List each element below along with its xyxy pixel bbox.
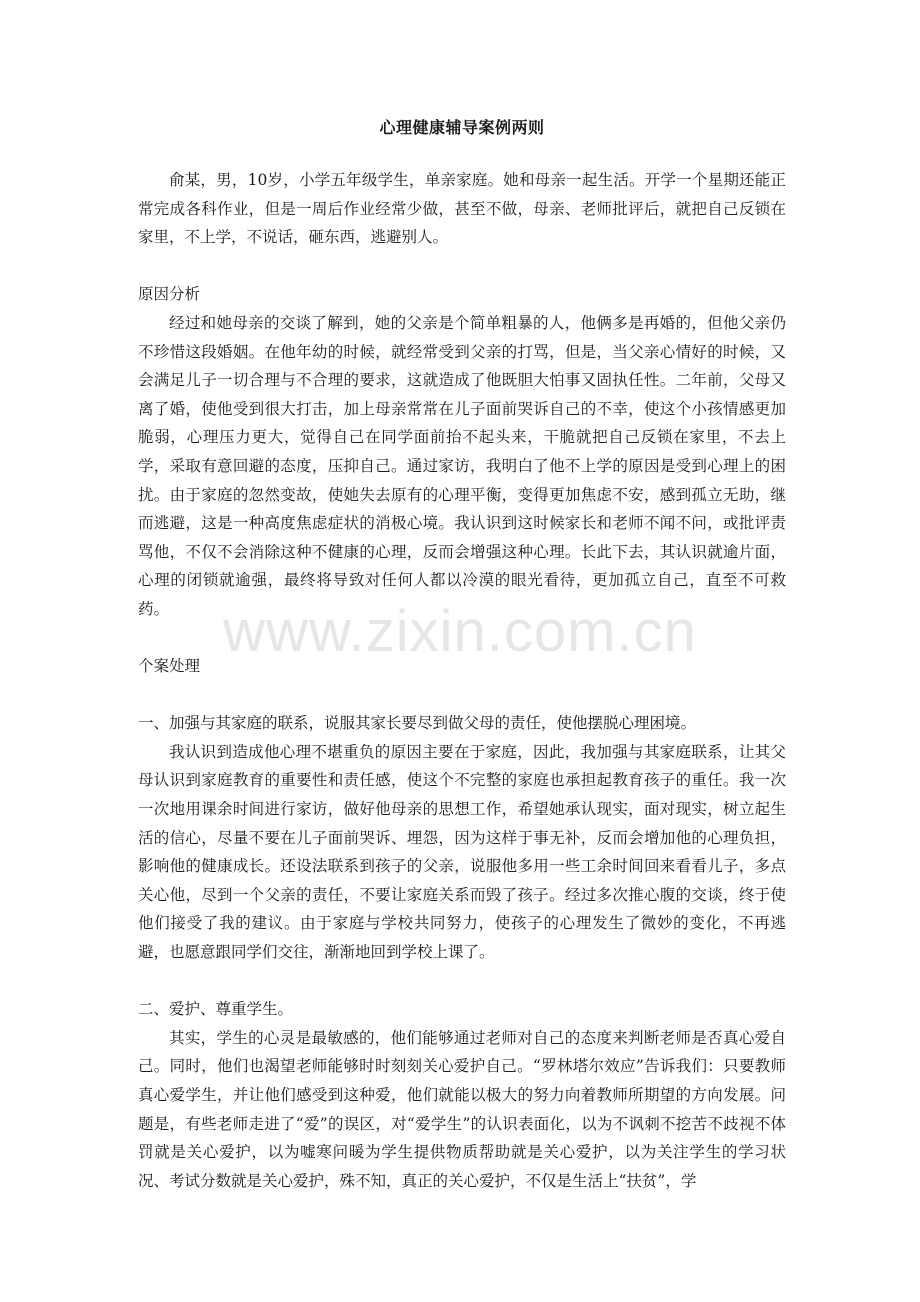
section2-paragraph: 其实，学生的心灵是最敏感的，他们能够通过老师对自己的态度来判断老师是否真心爱自己。同时，他们也渴望老师能够时时刻刻关心爱护自己。“罗林塔尔效应”告诉我们：只要教师真心爱学生，并让他们感受到这种爱，他们就能以极大的努力向着教师所期望的方向发展。问题是，有些老师走进了“爱”的误区，对“爱学生”的认识表面化，以为不讽刺不挖苦不歧视不体罚就是关心爱护，以为嘘寒问暖为学生提供物质帮助就是关心爱护，以为关注学生的学习状况、考试分数就是关心爱护，殊不知，真正的关心爱护，不仅是生活上“扶贫”，学 [138,1028,786,1190]
intro-paragraph: 俞某，男，10岁，小学五年级学生，单亲家庭。她和母亲一起生活。开学一个星期还能正常完成各科作业，但是一周后作业经常少做，甚至不做，母亲、老师批评后，就把自己反锁在家里，不上学，不说话，砸东西，逃避别人。 [138,171,786,247]
analysis-paragraph: 经过和她母亲的交谈了解到，她的父亲是个简单粗暴的人，他俩多是再婚的，但他父亲仍不珍惜这段婚姻。在他年幼的时候，就经常受到父亲的打骂，但是，当父亲心情好的时候，又会满足儿子一切合理与不合理的要求，这就造成了他既胆大怕事又固执任性。二年前，父母又离了婚，使他受到很大打击，加上母亲常常在儿子面前哭诉自己的不幸，使这个小孩情感更加脆弱，心理压力更大，觉得自己在同学面前抬不起头来，干脆就把自己反锁在家里，不去上学，采取有意回避的态度，压抑自己。通过家访，我明白了他不上学的原因是受到心理上的困扰。由于家庭的忽然变故，使她失去原有的心理平衡，变得更加焦虑不安，感到孤立无助，继而逃避，这是一种高度焦虑症状的消极心境。我认识到这时候家长和老师不闻不问，或批评责骂他，不仅不会消除这种不健康的心理，反而会增强这种心理。长此下去，其认识就逾片面，心理的闭锁就逾强，最终将导致对任何人都以冷漠的眼光看待，更加孤立自己，直至不可救药。 [138,313,786,618]
watermark: www.zixin.com.cn [223,599,697,664]
section1-paragraph: 我认识到造成他心理不堪重负的原因主要在于家庭，因此，我加强与其家庭联系，让其父母认识到家庭教育的重要性和责任感，使这个不完整的家庭也承担起教育孩子的重任。我一次一次地用课余时间进行家访，做好他母亲的思想工作，希望她承认现实，面对现实，树立起生活的信心，尽量不要在儿子面前哭诉、埋怨，因为这样于事无补，反而会增加他的心理负担，影响他的健康成长。还设法联系到孩子的父亲，说服他多用一些工余时间回来看看儿子，多点关心他，尽到一个父亲的责任，不要让家庭关系而毁了孩子。经过多次推心腹的交谈，终于使他们接受了我的建议。由于家庭与学校共同努力，使孩子的心理发生了微妙的变化，不再逃避，也愿意跟同学们交往，渐渐地回到学校上课了。 [138,742,786,962]
document-title: 心理健康辅导案例两则 [379,118,545,137]
handling-heading: 个案处理 [138,657,201,676]
section2-heading: 二、爱护、尊重学生。 [138,1000,294,1019]
section1-heading: 一、加强与其家庭的联系，说服其家长要尽到做父母的责任，使他摆脱心理困境。 [138,714,697,733]
spacer [138,624,786,653]
document-page [138,112,786,1195]
spacer [138,681,786,710]
spacer [138,967,786,996]
spacer [138,252,786,281]
analysis-heading: 原因分析 [138,285,201,304]
